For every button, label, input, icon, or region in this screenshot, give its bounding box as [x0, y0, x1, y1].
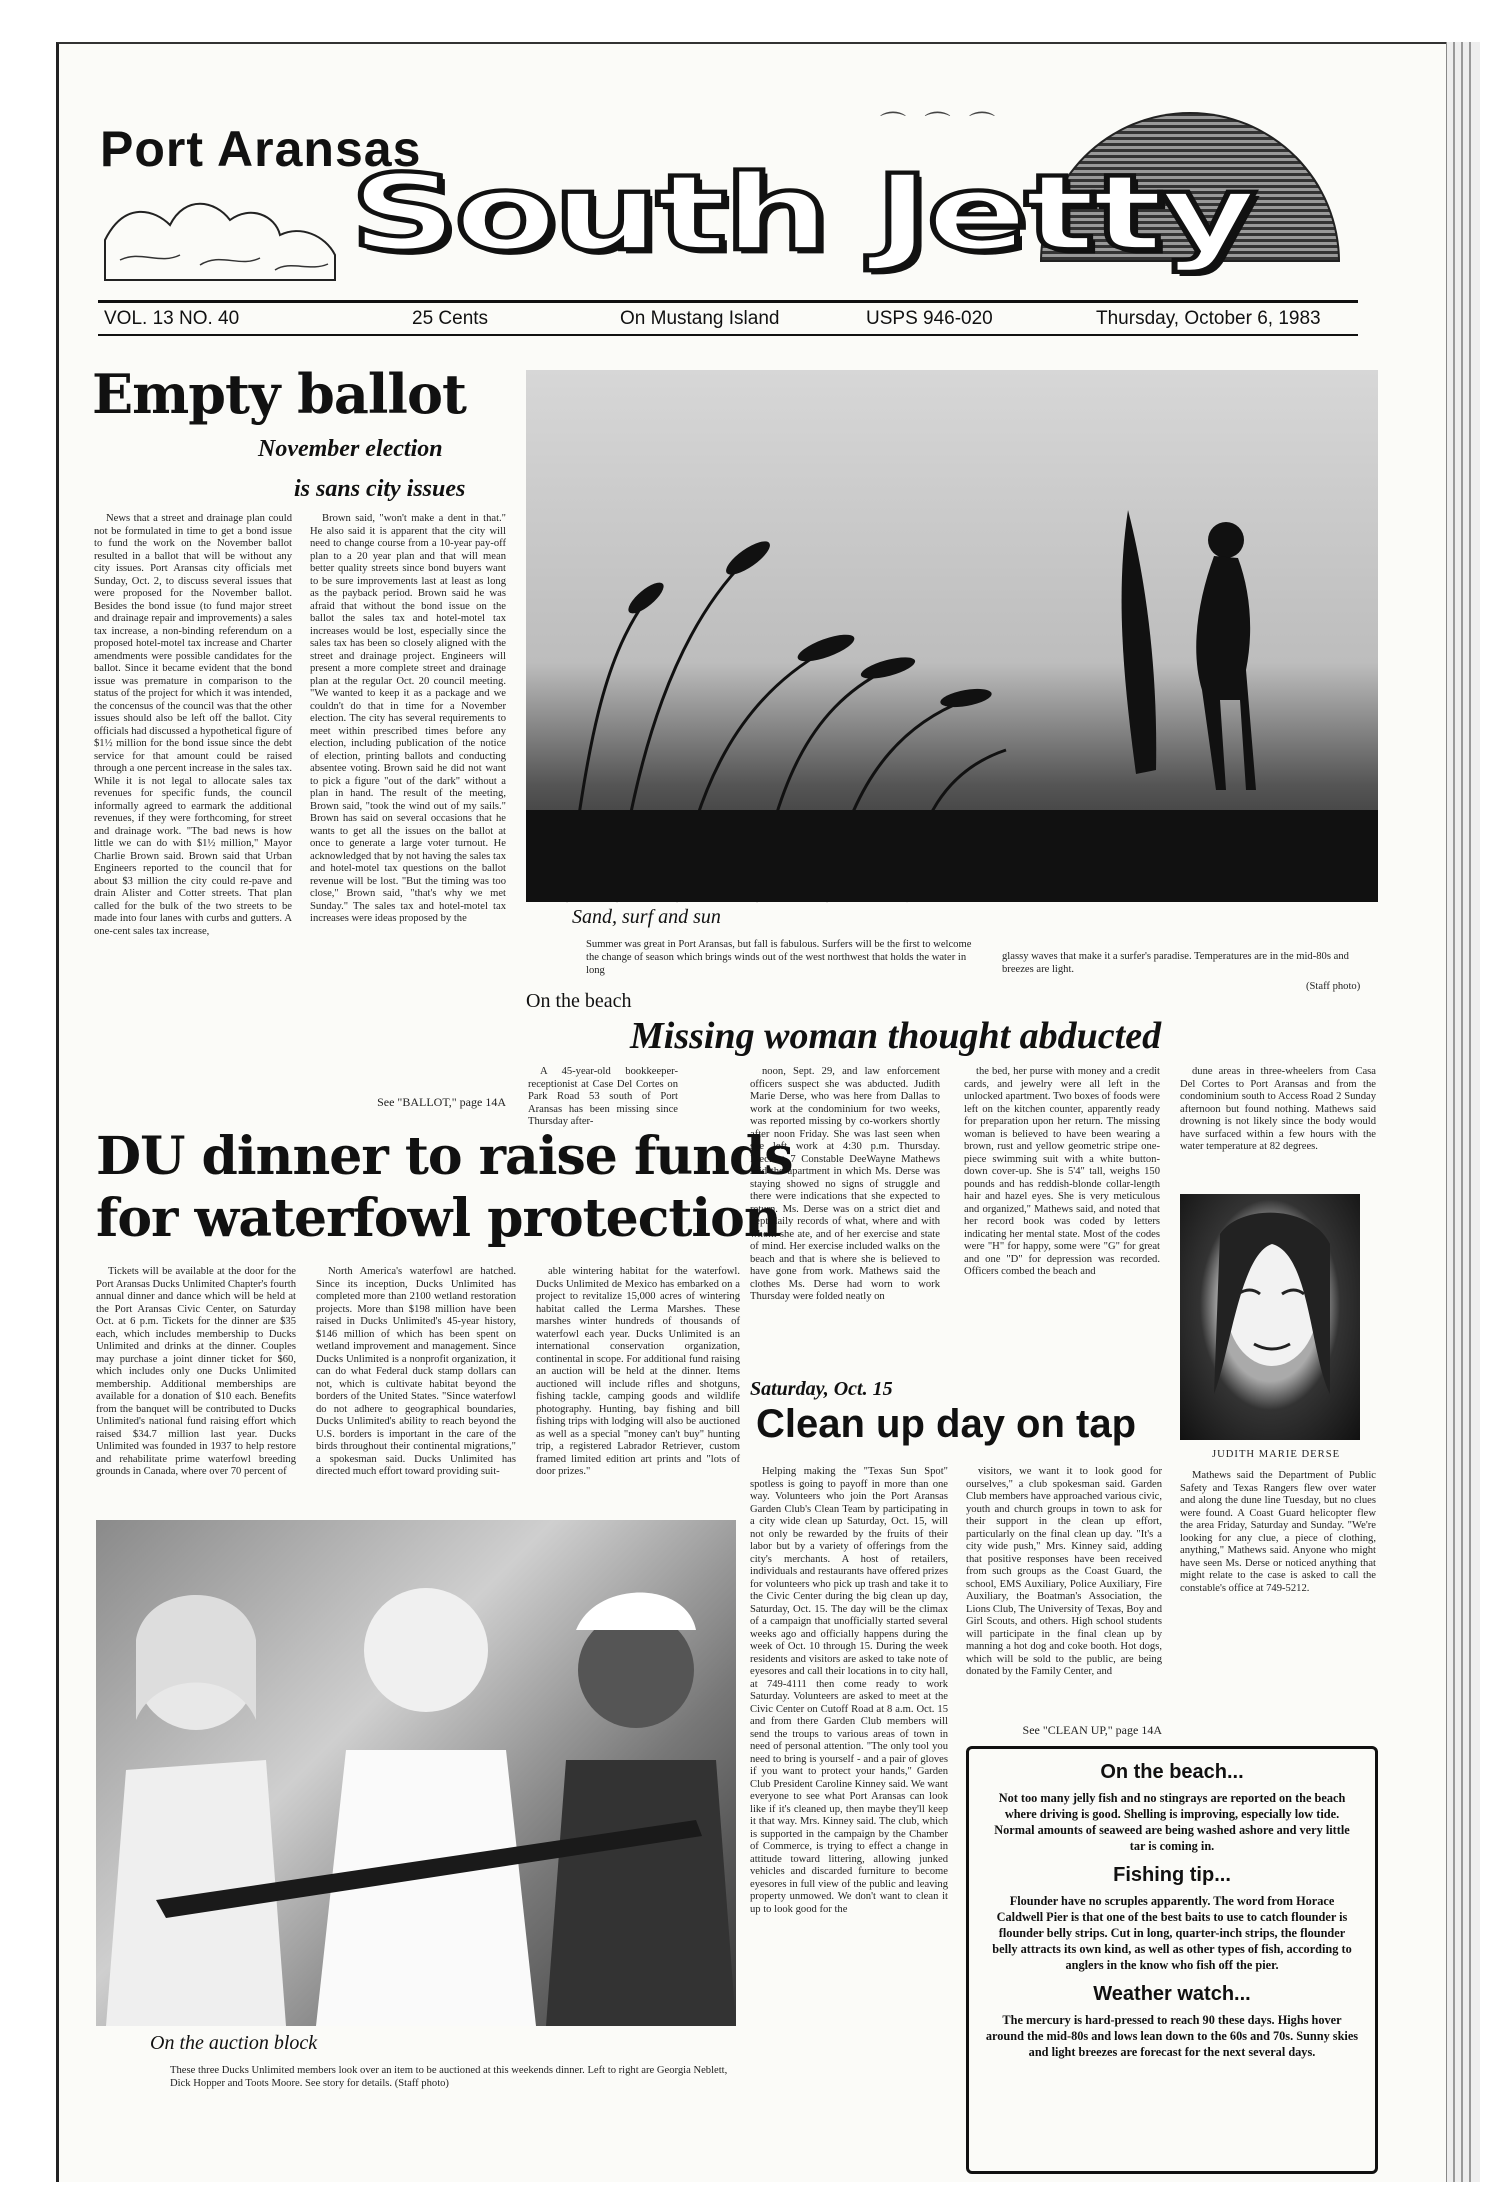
auction-caption: These three Ducks Unlimited members look over an item to be auctioned at this weekends dinner. Left to right are Georgia Neblett, Dick Hopper and Toots Moore. See story for details. (Staff photo) [170, 2065, 728, 2089]
location: On Mustang Island [620, 308, 780, 329]
weather-watch-title: Weather watch... [1093, 1983, 1251, 2005]
birds-icon: ⌒ ⌒ ⌒ [880, 111, 1002, 140]
auction-people-icon [96, 1520, 736, 2026]
ballot-jump[interactable]: See "BALLOT," page 14A [377, 1095, 506, 1109]
cleanup-kicker: Saturday, Oct. 15 [750, 1378, 893, 1400]
derse-portrait [1180, 1194, 1360, 1440]
auction-photo [96, 1520, 736, 2026]
island-sketch-icon [100, 180, 340, 290]
ballot-deck-1: November election [258, 436, 443, 462]
beach-box-title: On the beach... [1100, 1761, 1244, 1783]
fishing-tip-text: Flounder have no scruples apparently. The word from Horace Caldwell Pier is that one of the best baits to use to catch flounder is flounder belly strips. Cut in long, quarter-inch strips, the flounder belly attracts its own kind, as well as other types of fish, according to anglers in the know who fish off the pier. [992, 1894, 1352, 1972]
du-column-3: able wintering habitat for the waterfowl. Ducks Unlimited de Mexico has embarked on a project to revitalize 15,000 acres of wintering habitat called the Lerma Marshes. These marshes winter hundreds of thousands of waterfowl each year. Ducks Unlimited is an international conservation organization, continental in scope. For additional fund raising an auction will be held at the dinner. Items auctioned will include rifles and shotguns, fishing tackle, camping goods and wildlife photography. Hunting, bay fishing and bill fishing trips with lodging will also be auctioned as well as a special "money can't buy" hunting trip, a registered Labrador Retriever, custom framed limited edition art prints and "lots of door prizes." [536, 1266, 740, 1477]
cleanup-headline: Clean up day on tap [756, 1402, 1137, 1446]
price: 25 Cents [412, 308, 489, 329]
issue-date: Thursday, October 6, 1983 [1096, 308, 1321, 329]
cleanup-column-1: Helping making the "Texas Sun Spot" spotless is going to payoff in more than one way. Volunteers who join the Port Aransas Garden Club's Clean Team by participating in a city wide clean up Saturday, Oct. 15, will not only be rewarded by the fruits of their labor but by a variety of offerings from the city's merchants. A host of retailers, individuals and restaurants have offered prizes for volunteers who pick up trash and take it to the Civic Center during the big clean up day, Saturday, Oct. 15. The day will be the climax of a campaign that unofficially started several weeks ago and officially happens during the week of Oct. 10 through 15. During the week residents and visitors are asked to take note of eyesores and call their locations in to city hall, at 749-4111 then come ready to work Saturday. Volunteers are asked to meet at the Civic Center on Cutoff Road at 8 a.m. Oct. 15 and from there Garden Club members will send the troups to various areas of town in need of personal attention. "The only tool you need to bring is yourself - and a pair of gloves if you want to protect your hands," Garden Club President Caroline Kinney said. We want everyone to see what Port Aransas can look like if it's cleaned up, then maybe they'll keep it that way. Mrs. Kinney said. The club, which is supported in the campaign by the Chamber of Commerce, is trying to effect a change in attitude toward littering, allowing junked vehicles and discarded furniture to become eyesores in full view of the public and leaving property unmowed. We don't want to clean it up to look good for the [750, 1466, 948, 1915]
missing-headline: Missing woman thought abducted [630, 1015, 1162, 1057]
ballot-column-1: News that a street and drainage plan could not be formulated in time to get a bond issue to fund the work on the November ballot resulted in a ballot that will be without any city issues. Port Aransas city officials met Sunday, Oct. 2, to discuss several issues that were proposed for the November ballot. Besides the bond issue (to fund major street and drainage repair and improvements) a sales tax increase, a non-binding referendum on a proposed hotel-motel tax increase and Charter amendments were possible candidates for the ballot. Since it became evident that the bond issue was premature in comparison to the status of the project for which it was intended, the concensus of the council was that the other issues should also be left off the ballot. City officials had discussed a hypothetical figure of $1½ million for the bond issue since the debt service for that amount could be raised through a one percent increase in the sales tax. While it is not legal to allocate sales tax revenues for specific funds, the council informally agreed to earmark the additional revenues, if they were forthcoming, for street and drainage work. "The bad news is how little we can do with $1½ million," Mayor Charlie Brown said. Brown said that Urban Engineers reported to the council that for about $3 million the city could re-pave and drain Alister and Cotter streets. That plan called for the bulk of the two streets to be made into four lanes with curbs and gutters. A one-cent sales tax increase, [94, 513, 292, 937]
surf-photo-credit: (Staff photo) [1306, 981, 1361, 992]
du-column-2: North America's waterfowl are hatched. Since its inception, Ducks Unlimited has completed more than 2100 wetland restoration projects. More than $198 million have been raised in Ducks Unlimited's 45-year history, $146 million of which has been spent on wetland improvement and management. Since Ducks Unlimited is a nonprofit organization, it can do what Federal duck stamp dollars can not, which is cultivate habitat beyond the borders of the United States. "Since waterfowl do not adhere to geographical boundaries, Ducks Unlimited's ability to reach beyond the U.S. borders is important in the care of the birds throughout their continental migrations," a spokesman said. Ducks Unlimited has directed much effort toward providing suit- [316, 1266, 516, 1477]
surf-silhouette-icon [526, 370, 1378, 902]
du-column-1: Tickets will be available at the door for the Port Aransas Ducks Unlimited Chapter's fourth annual dinner and dance which will be held at the Port Aransas Civic Center, on Saturday Oct. at 6 p.m. Tickets for the dinner are $35 each, which includes membership to Ducks Unlimited and drinks at the dinner. Couples may purchase a joint dinner ticket for $60, which includes only one Ducks Unlimited membership. Additional memberships are available for a donation of $10 each. Benefits from the banquet will be contributed to Ducks Unlimited's national fund raising effort which raised $34.7 million last year. Ducks Unlimited was founded in 1937 to help restore and rehabilitate prime waterfowl breeding grounds in Canada, where over 70 percent of [96, 1266, 296, 1477]
weather-watch-text: The mercury is hard-pressed to reach 90 these days. Highs hover around the mid-80s and lows lean down to the 60s and 70s. Sunny skies and light breezes are forecast for the next several days. [985, 2013, 1359, 2059]
masthead-title: South Jetty [350, 152, 1254, 275]
beach-box-text: Not too many jelly fish and no stingrays are reported on the beach where driving is good. Shelling is improving, especially low tide. Normal amounts of seaweed are being washed ashore and very little tar is coming in. [994, 1791, 1350, 1853]
surf-caption-title: Sand, surf and sun [572, 906, 721, 928]
face-icon [1180, 1194, 1360, 1440]
missing-column-4: dune areas in three-wheelers from Casa Del Cortes to Port Aransas and from the condominium south to Access Road 2 Sunday afternoon but found nothing. Mathews said drowning is not likely since the body would have surfaced within a few hours with the water temperature at 82 degrees. [1180, 1066, 1376, 1152]
surf-caption-b: glassy waves that make it a surfer's paradise. Temperatures are in the mid-80s and breezes are light. [1002, 951, 1349, 975]
surf-photo [526, 370, 1378, 902]
missing-kicker: On the beach [526, 990, 632, 1012]
page-edge [1446, 42, 1480, 2182]
masthead-rule-bottom [98, 334, 1358, 336]
missing-column-2: noon, Sept. 29, and law enforcement officers suspect she was abducted. Judith Marie Derse, who was here from Dallas to work at the condominium for two weeks, was reported missing by co-workers shortly after noon Friday. She was last seen when she left work at 4:30 p.m. Thursday. Precinct 7 Constable DeeWayne Mathews said the apartment in which Ms. Derse was staying showed no signs of struggle and there were indications that she expected to return. Ms. Derse was on a strict diet and kept daily records of what, where and with whom she ate, and of her exercise and state of mind. Her exercise included walks on the beach and that is where she is believed to have gone from work. Mathews said the clothes Ms. Derse had worn to work Thursday were folded neatly on [750, 1066, 940, 1302]
derse-photo-caption: JUDITH MARIE DERSE [1212, 1449, 1341, 1460]
cleanup-column-2: visitors, we want it to look good for ourselves," a club spokesman said. Garden Club members have approached various civic, youth and church groups in town to ask for their support in the clean up effort, particularly on the final clean up day. "It's a city wide push," Mrs. Kinney said, adding that positive responses have been received from such groups as the Coast Guard, the school, EMS Auxiliary, Police Auxiliary, Fire Auxiliary, the Boatman's Association, the Lions Club, The University of Texas, Boy and Girl Scouts, and others. High school students will participate in the final clean up by manning a hot dog and coke booth. Hot dogs, which will be sold to the public, are being donated by the Family Center, and [966, 1466, 1162, 1677]
cleanup-jump[interactable]: See "CLEAN UP," page 14A [1022, 1723, 1162, 1737]
volume-number: VOL. 13 NO. 40 [104, 308, 240, 329]
du-headline-2: for waterfowl protection [96, 1188, 781, 1249]
auction-caption-title: On the auction block [150, 2032, 318, 2054]
missing-column-5: Mathews said the Department of Public Safety and Texas Rangers flew over water and along the dune line Tuesday, but no clues were found. A Coast Guard helicopter flew the area Friday, Saturday and Sunday. "We're looking for any clue, a piece of clothing, anything," Mathews said. Anyone who might have seen Ms. Derse or noticed anything that might relate to the case is asked to call the constable's office at 749-5212. [1180, 1470, 1376, 1594]
masthead-rule-top [98, 300, 1358, 303]
usps-number: USPS 946-020 [866, 308, 993, 329]
du-headline-1: DU dinner to raise funds [96, 1126, 793, 1187]
missing-column-1: A 45-year-old bookkeeper-receptionist at Case Del Cortes on Park Road 53 south of Port Aransas has been missing since Thursday after- [528, 1066, 678, 1127]
masthead-town: Port Aransas [100, 121, 422, 177]
on-the-beach-box [966, 1746, 1378, 2174]
missing-column-3: the bed, her purse with money and a credit cards, and jewelry were all left in the unlocked apartment. Two boxes of foods were left on the kitchen counter, apparently ready for preparation upon her return. The missing woman is believed to have been wearing a brown, rust and yellow geometric stripe one-piece swimming suit with a white button-down cover-up. She is 5'4" tall, weighs 150 pounds and has reddish-blonde collar-length hair and hazel eyes. She is very meticulous and organized," Mathews said, and noted that her record book was coded by letters indicating her mental state. Most of the codes were "H" for happy, some were "G" for great and one "D" for depression was recorded. Officers combed the beach and [964, 1066, 1160, 1277]
surf-caption-a: Summer was great in Port Aransas, but fall is fabulous. Surfers will be the first to welcome the change of season which brings winds out of the west northwest that holds the water in long [586, 939, 972, 976]
fishing-tip-title: Fishing tip... [1113, 1864, 1231, 1886]
ballot-deck-2: is sans city issues [294, 476, 466, 502]
ballot-column-2: Brown said, "won't make a dent in that." He also said it is apparent that the city will need to change course from a 10-year pay-off plan to a 20 year plan and that will mean better quality streets since bond buyers want to be sure improvements last at least as long as the payback period. Brown said he was afraid that without the bond issue on the ballot the sales tax and hotel-motel tax increases would be lost, especially since the sales tax has been so closely aligned with the street and drainage project. Engineers will present a more complete street and drainage plan at the regular Oct. 20 council meeting. "We wanted to keep it as a package and we couldn't do that in time for a November election. The city has several requirements to meet within prescribed times before any election, including publication of the notice of election, printing ballots and conducting absentee voting. Brown said he did not want to pick a figure "out of the dark" without a plan in hand. The result of the meeting, Brown said, "took the wind out of my sails." Brown has said on several occasions that he wants to get all the issues on the ballot at once to generate a large voter turnout. He acknowledged that by not having the sales tax and hotel-motel tax questions on the ballot revenue will be lost. "But the timing was too close," Brown said, "that's why we met Sunday." The sales tax and hotel-motel tax increases were ideas proposed by the [310, 513, 506, 924]
ballot-headline: Empty ballot [92, 362, 466, 426]
